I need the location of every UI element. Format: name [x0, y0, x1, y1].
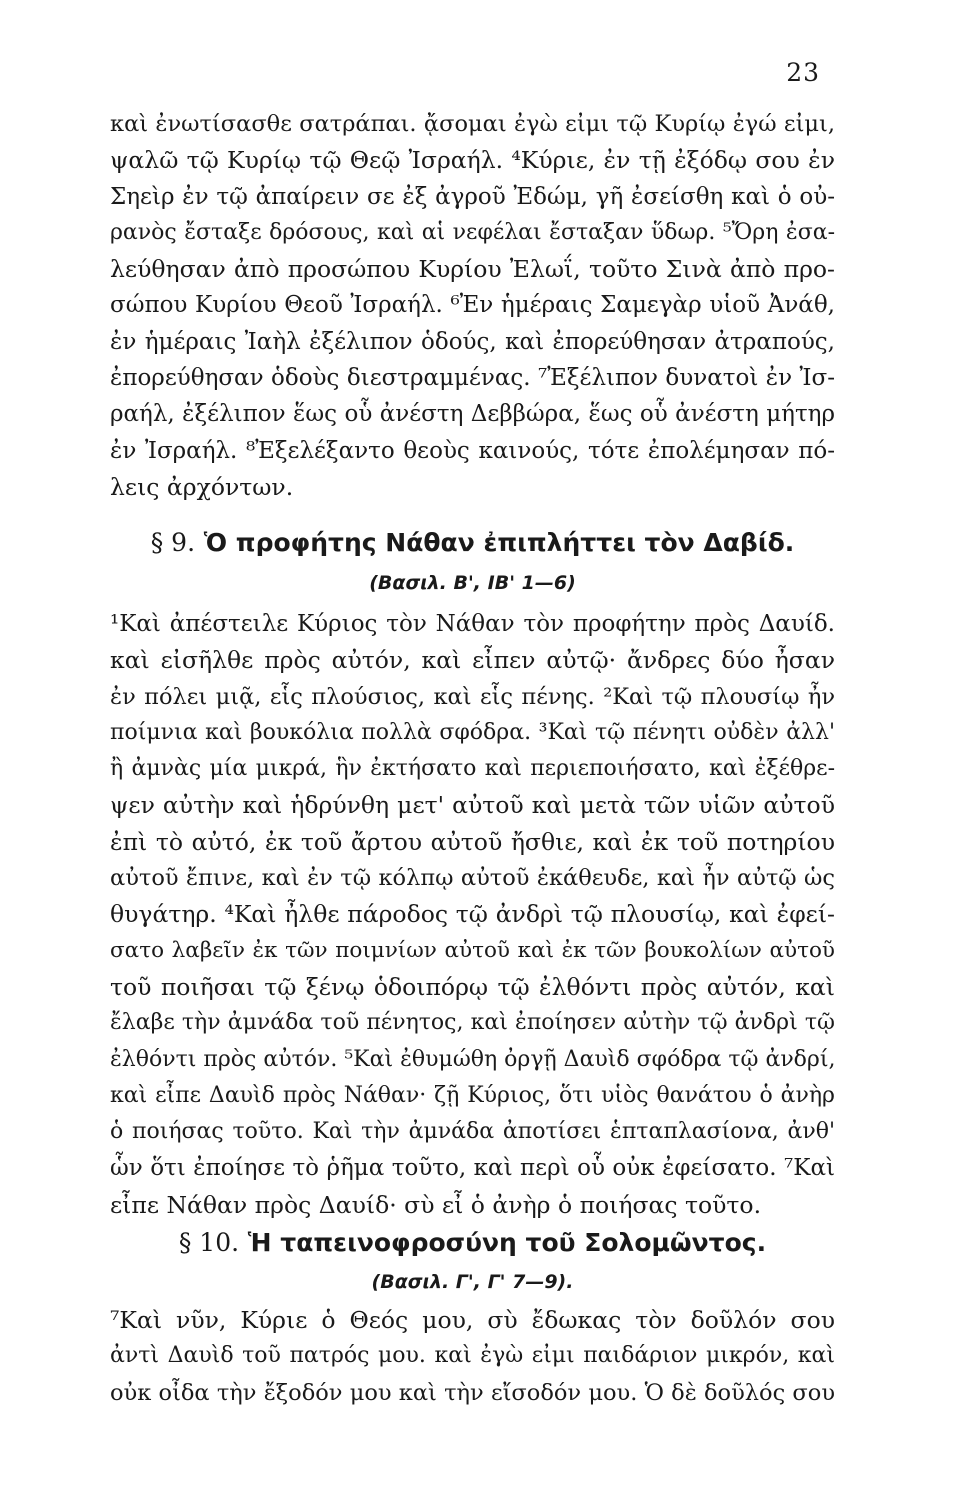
section-9-title: Ὁ προφήτης Νάθαν ἐπιπλήττει τὸν Δαβίδ.: [203, 528, 795, 557]
section-10-number: § 10.: [178, 1228, 240, 1257]
nathan-rebukes-david-text: [110, 606, 835, 1223]
text-line: θυγάτηρ. ⁴Καὶ ἦλθε πάροδος τῷ ἀνδρὶ τῷ πλουσίῳ, καὶ ἐφεί-: [110, 900, 835, 929]
text-line: Σηεὶρ ἐν τῷ ἀπαίρειν σε ἐξ ἀγροῦ Ἐδώμ, γῆ ἐσείσθη καὶ ὁ οὐ-: [110, 183, 835, 210]
text-line: ὧν ὅτι ἐποίησε τὸ ῥῆμα τοῦτο, καὶ περὶ οὗ οὐκ ἐφείσατο. ⁷Καὶ: [110, 1155, 835, 1182]
solomon-humility-text: [110, 1302, 835, 1411]
page-number: 23: [786, 58, 820, 87]
text-line: ⁷Καὶ νῦν, Κύριε ὁ Θεός μου, σὺ ἔδωκας τὸν δοῦλόν σου: [110, 1306, 835, 1334]
section-10-title: Ἡ ταπεινοφροσύνη τοῦ Σολομῶντος.: [247, 1228, 767, 1257]
text-line: σώπου Κυρίου Θεοῦ Ἰσραήλ. ⁶Ἐν ἡμέραις Σαμεγὰρ υἱοῦ Ἀνάθ,: [110, 292, 835, 319]
song-of-deborah-text: [110, 106, 835, 505]
section-10-heading: [110, 1228, 835, 1257]
text-line: ἔλαβε τὴν ἀμνάδα τοῦ πένητος, καὶ ἐποίησεν αὐτὴν τῷ ἀνδρὶ τῷ: [110, 1010, 835, 1036]
text-line: ψαλῶ τῷ Κυρίῳ τῷ Θεῷ Ἰσραήλ. ⁴Κύριε, ἐν τῇ ἐξόδῳ σου ἐν: [110, 146, 835, 175]
text-line: καὶ εἰσῆλθε πρὸς αὐτόν, καὶ εἶπεν αὐτῷ· ἄνδρες δύο ἦσαν: [110, 646, 835, 675]
text-line: ἢ ἀμνὰς μία μικρά, ἣν ἐκτήσατο καὶ περιεποιήσατο, καὶ ἐξέθρε-: [110, 756, 835, 782]
text-line: καὶ ἐνωτίσασθε σατράπαι. ᾄσομαι ἐγὼ εἰμι τῷ Κυρίῳ ἐγώ εἰμι,: [110, 111, 835, 137]
text-line: τοῦ ποιῆσαι τῷ ξένῳ ὁδοιπόρῳ τῷ ἐλθόντι πρὸς αὐτόν, καὶ: [110, 972, 835, 1001]
section-9-heading: [110, 528, 835, 557]
text-line: ἀντὶ Δαυὶδ τοῦ πατρός μου. καὶ ἐγὼ εἰμι παιδάριον μικρόν, καὶ: [110, 1343, 835, 1369]
text-line: οὐκ οἶδα τὴν ἔξοδόν μου καὶ τὴν εἴσοδόν μου. Ὁ δὲ δοῦλός σου: [110, 1379, 835, 1406]
text-line: ἐν Ἰσραήλ. ⁸Ἐξελέξαντο θεοὺς καινούς, τότε ἐπολέμησαν πό-: [110, 437, 835, 464]
text-line: αὐτοῦ ἔπινε, καὶ ἐν τῷ κόλπῳ αὐτοῦ ἐκάθευδε, καὶ ἦν αὐτῷ ὡς: [110, 865, 835, 892]
text-line: λεις ἀρχόντων.: [110, 472, 294, 501]
text-line: ἐλθόντι πρὸς αὐτόν. ⁵Καὶ ἐθυμώθη ὀργῇ Δαυὶδ σφόδρα τῷ ἀνδρί,: [110, 1046, 836, 1072]
text-line: ψεν αὐτὴν καὶ ἡδρύνθη μετ' αὐτοῦ καὶ μετὰ τῶν υἱῶν αὐτοῦ: [110, 791, 835, 820]
text-line: ποίμνια καὶ βουκόλια πολλὰ σφόδρα. ³Καὶ τῷ πένητι οὐδὲν ἀλλ': [110, 719, 835, 745]
text-line: ἐπορεύθησαν ὁδοὺς διεστραμμένας. ⁷Ἐξέλιπον δυνατοὶ ἐν Ἰσ-: [110, 365, 835, 392]
section-10-reference: (Βασιλ. Γ', Γ' 7—9).: [371, 1271, 574, 1293]
text-line: εἶπε Νάθαν πρὸς Δαυίδ· σὺ εἶ ὁ ἀνὴρ ὁ ποιήσας τοῦτο.: [110, 1190, 762, 1219]
section-9-number: § 9.: [150, 528, 196, 557]
text-line: ρανὸς ἔσταξε δρόσους, καὶ αἱ νεφέλαι ἔσταξαν ὕδωρ. ⁵Ὄρη ἐσα-: [110, 219, 835, 245]
text-line: σατο λαβεῖν ἐκ τῶν ποιμνίων αὐτοῦ καὶ ἐκ τῶν βουκολίων αὐτοῦ: [110, 937, 835, 963]
section-9-reference: (Βασιλ. Β', ΙΒ' 1—6): [369, 572, 576, 594]
text-line: ἐν ἡμέραις Ἰαὴλ ἐξέλιπον ὁδούς, καὶ ἐπορεύθησαν ἀτραπούς,: [110, 328, 835, 355]
text-line: ἐν πόλει μιᾷ, εἷς πλούσιος, καὶ εἷς πένης. ²Καὶ τῷ πλουσίῳ ἦν: [110, 683, 835, 710]
text-line: ραήλ, ἐξέλιπον ἕως οὗ ἀνέστη Δεββώρα, ἕως οὗ ἀνέστη μήτηρ: [110, 401, 835, 428]
text-line: λεύθησαν ἀπὸ προσώπου Κυρίου Ἐλωΐ, τοῦτο Σινὰ ἀπὸ προ-: [110, 255, 835, 284]
text-line: ¹Καὶ ἀπέστειλε Κύριος τὸν Νάθαν τὸν προφήτην πρὸς Δαυίδ.: [110, 611, 835, 637]
text-line: καὶ εἶπε Δαυὶδ πρὸς Νάθαν· ζῇ Κύριος, ὅτι υἱὸς θανάτου ὁ ἀνὴρ: [110, 1082, 835, 1108]
text-line: ἐπὶ τὸ αὐτό, ἐκ τοῦ ἄρτου αὐτοῦ ἤσθιε, καὶ ἐκ τοῦ ποτηρίου: [110, 827, 835, 856]
text-line: ὁ ποιήσας τοῦτο. Καὶ τὴν ἀμνάδα ἀποτίσει ἑπταπλασίονα, ἀνθ': [110, 1119, 835, 1145]
